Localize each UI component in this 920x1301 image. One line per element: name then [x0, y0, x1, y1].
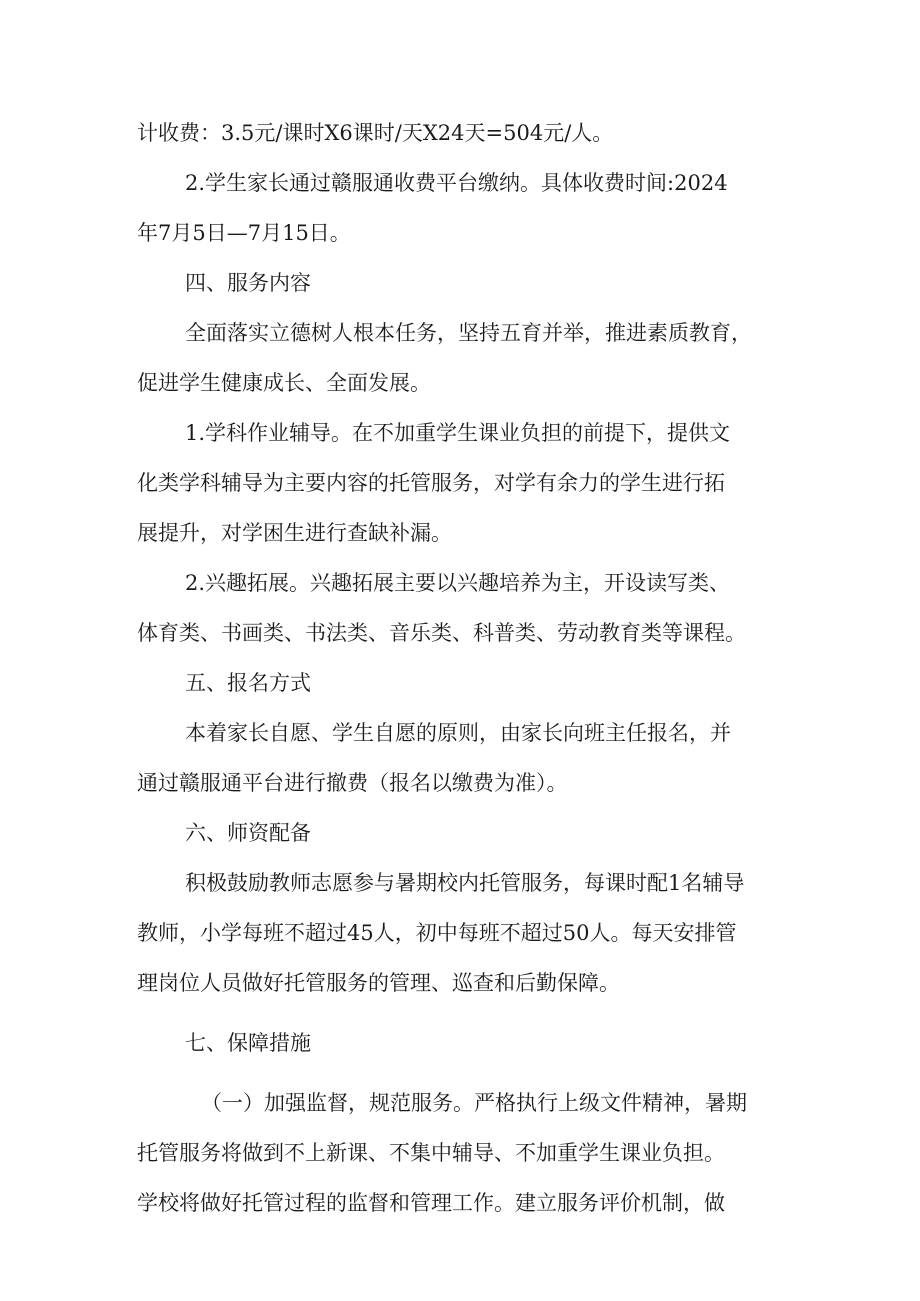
body-text-line: 体育类、书画类、书法类、音乐类、科普类、劳动教育类等课程。 — [137, 621, 746, 645]
body-text-line: 积极鼓励教师志愿参与暑期校内托管服务，每课时配1名辅导 — [185, 871, 745, 895]
paragraph-gap — [137, 1068, 797, 1078]
subsection-text-line: （一）加强监督，规范服务。严格执行上级文件精神，暑期 — [201, 1091, 747, 1115]
body-text-line: 通过赣服通平台进行撤费（报名以缴费为准）。 — [137, 771, 568, 795]
body-text-line: 全面落实立德树人根本任务，坚持五育并举，推进素质教育， — [185, 321, 752, 345]
body-text-line: 展提升，对学困生进行查缺补漏。 — [137, 521, 452, 545]
document-body — [137, 108, 797, 1228]
body-text-line: 1.学科作业辅导。在不加重学生课业负担的前提下，提供文 — [185, 421, 731, 445]
body-text-line: 学校将做好托管过程的监督和管理工作。建立服务评价机制，做 — [137, 1191, 725, 1215]
body-text-line: 年7月5日—7月15日。 — [137, 221, 351, 245]
body-text-line: 2.学生家长通过赣服通收费平台缴纳。具体收费时间:2024 — [185, 171, 728, 195]
paragraph-gap — [137, 1008, 797, 1018]
body-text-line: 化类学科辅导为主要内容的托管服务，对学有余力的学生进行拓 — [137, 471, 725, 495]
body-text-line: 计收费：3.5元/课时X6课时/天X24天=504元/人。 — [137, 121, 614, 145]
section-heading: 五、报名方式 — [185, 671, 311, 695]
body-text-line: 本着家长自愿、学生自愿的原则，由家长向班主任报名，并 — [185, 721, 731, 745]
section-heading: 四、服务内容 — [185, 271, 311, 295]
section-heading: 六、师资配备 — [185, 821, 311, 845]
body-text-line: 教师，小学每班不超过45人，初中每班不超过50人。每天安排管 — [137, 921, 737, 945]
section-heading: 七、保障措施 — [185, 1031, 311, 1055]
body-text-line: 2.兴趣拓展。兴趣拓展主要以兴趣培养为主，开设读写类、 — [185, 571, 731, 595]
body-text-line: 托管服务将做到不上新课、不集中辅导、不加重学生课业负担。 — [137, 1141, 725, 1165]
body-text-line: 理岗位人员做好托管服务的管理、巡查和后勤保障。 — [137, 971, 620, 995]
body-text-line: 促进学生健康成长、全面发展。 — [137, 371, 431, 395]
